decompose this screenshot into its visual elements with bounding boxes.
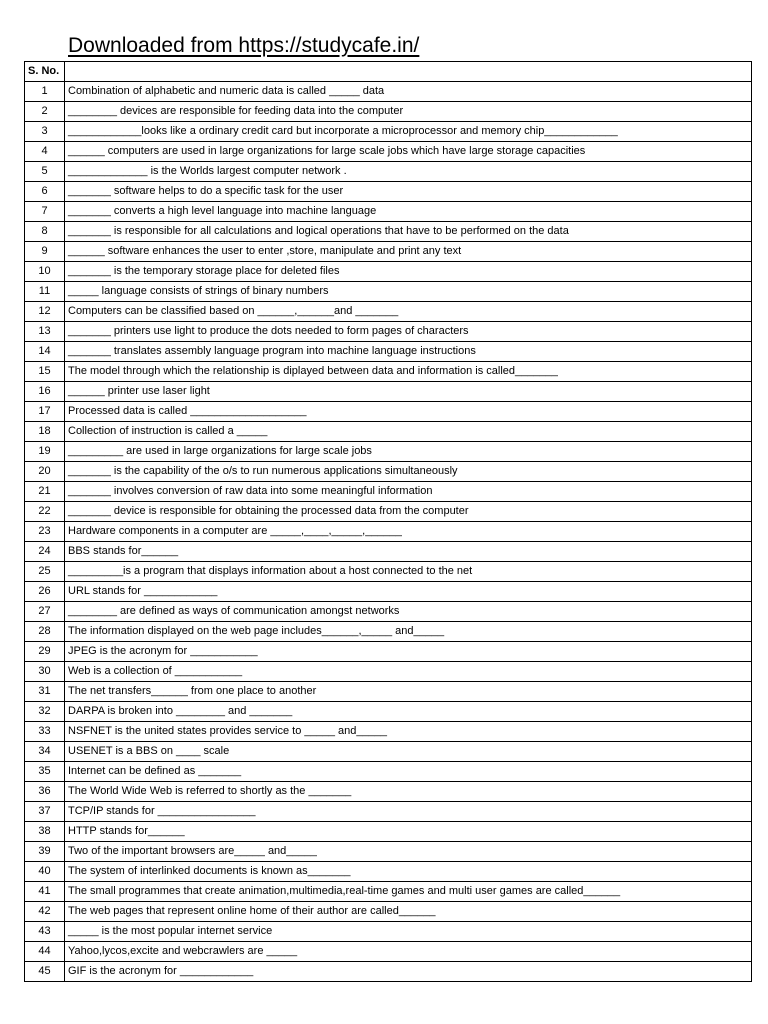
row-number: 29 [25, 642, 65, 662]
row-number: 13 [25, 322, 65, 342]
table-row [25, 922, 752, 942]
question-text: _______ device is responsible for obtaining the processed data from the computer [65, 502, 752, 522]
table-row [25, 322, 752, 342]
table-row [25, 702, 752, 722]
row-number: 38 [25, 822, 65, 842]
question-text: Collection of instruction is called a _____ [65, 422, 752, 442]
table-row [25, 682, 752, 702]
table-row [25, 402, 752, 422]
question-text: _________ are used in large organizations for large scale jobs [65, 442, 752, 462]
question-text: ________ devices are responsible for feeding data into the computer [65, 102, 752, 122]
row-number: 7 [25, 202, 65, 222]
row-number: 37 [25, 802, 65, 822]
question-text: BBS stands for______ [65, 542, 752, 562]
table-row [25, 802, 752, 822]
table-row [25, 382, 752, 402]
question-text: The information displayed on the web page includes______,_____ and_____ [65, 622, 752, 642]
question-text: The web pages that represent online home of their author are called______ [65, 902, 752, 922]
row-number: 6 [25, 182, 65, 202]
table-row [25, 142, 752, 162]
row-number: 27 [25, 602, 65, 622]
question-text: The net transfers______ from one place to another [65, 682, 752, 702]
row-number: 8 [25, 222, 65, 242]
table-row [25, 302, 752, 322]
question-text: _______ converts a high level language into machine language [65, 202, 752, 222]
question-text: _______ printers use light to produce the dots needed to form pages of characters [65, 322, 752, 342]
question-text: _______ involves conversion of raw data into some meaningful information [65, 482, 752, 502]
question-text: ____________looks like a ordinary credit card but incorporate a microprocessor and memory chip____________ [65, 122, 752, 142]
row-number: 4 [25, 142, 65, 162]
table-row [25, 242, 752, 262]
table-row [25, 122, 752, 142]
row-number: 19 [25, 442, 65, 462]
table-row [25, 542, 752, 562]
question-text: USENET is a BBS on ____ scale [65, 742, 752, 762]
question-text: _______ is the temporary storage place for deleted files [65, 262, 752, 282]
table-row [25, 222, 752, 242]
table-row [25, 582, 752, 602]
table-row [25, 502, 752, 522]
table-row [25, 642, 752, 662]
table-header-row [25, 62, 752, 82]
table-row [25, 902, 752, 922]
row-number: 9 [25, 242, 65, 262]
question-text: Yahoo,lycos,excite and webcrawlers are _____ [65, 942, 752, 962]
table-row [25, 422, 752, 442]
question-text: _________is a program that displays information about a host connected to the net [65, 562, 752, 582]
question-text: HTTP stands for______ [65, 822, 752, 842]
row-number: 17 [25, 402, 65, 422]
question-text: TCP/IP stands for ________________ [65, 802, 752, 822]
table-row [25, 102, 752, 122]
table-row [25, 862, 752, 882]
row-number: 23 [25, 522, 65, 542]
question-text: Hardware components in a computer are _____,____,_____,______ [65, 522, 752, 542]
row-number: 25 [25, 562, 65, 582]
question-text: ______ computers are used in large organizations for large scale jobs which have large storage capacities [65, 142, 752, 162]
questions-table [24, 61, 752, 982]
table-row [25, 742, 752, 762]
table-row [25, 942, 752, 962]
table-row [25, 842, 752, 862]
table-row [25, 782, 752, 802]
question-text: _______ translates assembly language program into machine language instructions [65, 342, 752, 362]
question-text: _______ software helps to do a specific task for the user [65, 182, 752, 202]
question-text: ______ printer use laser light [65, 382, 752, 402]
header-question [65, 62, 752, 82]
question-text: The World Wide Web is referred to shortly as the _______ [65, 782, 752, 802]
row-number: 15 [25, 362, 65, 382]
question-text: DARPA is broken into ________ and _______ [65, 702, 752, 722]
table-row [25, 762, 752, 782]
row-number: 39 [25, 842, 65, 862]
table-row [25, 262, 752, 282]
table-row [25, 282, 752, 302]
question-text: ______ software enhances the user to enter ,store, manipulate and print any text [65, 242, 752, 262]
table-row [25, 882, 752, 902]
row-number: 11 [25, 282, 65, 302]
row-number: 45 [25, 962, 65, 982]
row-number: 12 [25, 302, 65, 322]
table-row [25, 962, 752, 982]
row-number: 3 [25, 122, 65, 142]
row-number: 26 [25, 582, 65, 602]
row-number: 36 [25, 782, 65, 802]
row-number: 21 [25, 482, 65, 502]
table-row [25, 182, 752, 202]
row-number: 30 [25, 662, 65, 682]
table-row [25, 82, 752, 102]
table-row [25, 162, 752, 182]
row-number: 44 [25, 942, 65, 962]
page-header-link[interactable]: Downloaded from https://studycafe.in/ [68, 34, 420, 57]
row-number: 34 [25, 742, 65, 762]
question-text: JPEG is the acronym for ___________ [65, 642, 752, 662]
question-text: GIF is the acronym for ____________ [65, 962, 752, 982]
table-row [25, 362, 752, 382]
table-row [25, 462, 752, 482]
question-text: NSFNET is the united states provides service to _____ and_____ [65, 722, 752, 742]
table-row [25, 822, 752, 842]
question-text: _____________ is the Worlds largest computer network . [65, 162, 752, 182]
question-text: Processed data is called ___________________ [65, 402, 752, 422]
question-text: The system of interlinked documents is known as_______ [65, 862, 752, 882]
table-row [25, 522, 752, 542]
question-text: The small programmes that create animation,multimedia,real-time games and multi user games are called______ [65, 882, 752, 902]
row-number: 24 [25, 542, 65, 562]
row-number: 5 [25, 162, 65, 182]
row-number: 1 [25, 82, 65, 102]
question-text: _____ is the most popular internet service [65, 922, 752, 942]
table-row [25, 662, 752, 682]
row-number: 10 [25, 262, 65, 282]
question-text: ________ are defined as ways of communication amongst networks [65, 602, 752, 622]
header-sno: S. No. [25, 62, 65, 82]
table-row [25, 202, 752, 222]
row-number: 33 [25, 722, 65, 742]
question-text: URL stands for ____________ [65, 582, 752, 602]
table-row [25, 622, 752, 642]
row-number: 41 [25, 882, 65, 902]
row-number: 35 [25, 762, 65, 782]
table-row [25, 562, 752, 582]
question-text: The model through which the relationship is diplayed between data and information is called_______ [65, 362, 752, 382]
table-row [25, 482, 752, 502]
table-row [25, 602, 752, 622]
row-number: 32 [25, 702, 65, 722]
question-text: Web is a collection of ___________ [65, 662, 752, 682]
row-number: 31 [25, 682, 65, 702]
row-number: 42 [25, 902, 65, 922]
row-number: 20 [25, 462, 65, 482]
row-number: 18 [25, 422, 65, 442]
table-row [25, 342, 752, 362]
row-number: 16 [25, 382, 65, 402]
question-text: _______ is responsible for all calculations and logical operations that have to be performed on the data [65, 222, 752, 242]
row-number: 22 [25, 502, 65, 522]
question-text: Computers can be classified based on ______,______and _______ [65, 302, 752, 322]
row-number: 40 [25, 862, 65, 882]
question-text: _______ is the capability of the o/s to run numerous applications simultaneously [65, 462, 752, 482]
question-text: Two of the important browsers are_____ and_____ [65, 842, 752, 862]
table-row [25, 442, 752, 462]
row-number: 14 [25, 342, 65, 362]
table-row [25, 722, 752, 742]
question-text: Internet can be defined as _______ [65, 762, 752, 782]
row-number: 43 [25, 922, 65, 942]
row-number: 2 [25, 102, 65, 122]
row-number: 28 [25, 622, 65, 642]
question-text: Combination of alphabetic and numeric data is called _____ data [65, 82, 752, 102]
question-text: _____ language consists of strings of binary numbers [65, 282, 752, 302]
